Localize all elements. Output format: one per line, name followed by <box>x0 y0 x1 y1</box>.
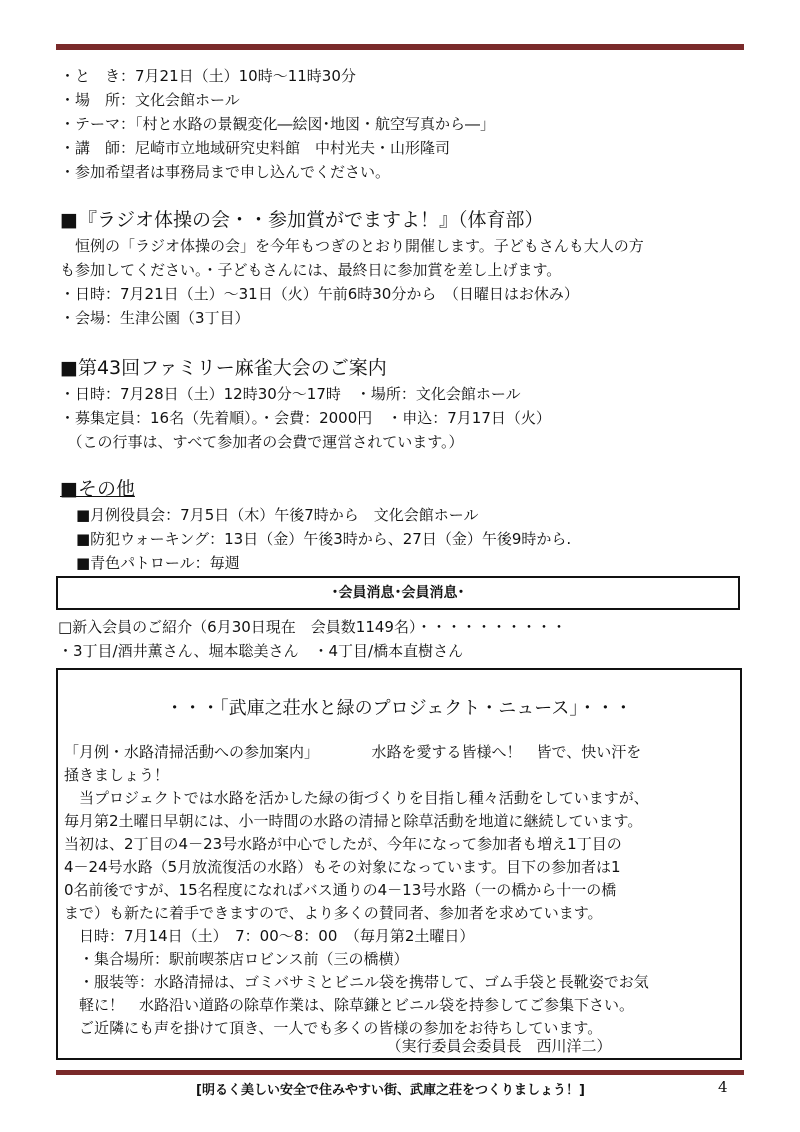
other-heading: ■その他 <box>60 478 135 500</box>
radio-line: ・会場：生津公園（3丁目） <box>60 309 250 327</box>
mahjong-line: （この行事は、すべて参加者の会費で運営されています。） <box>60 433 464 451</box>
project-news-box <box>56 668 742 1060</box>
event-lecturer: ・講 師：尼崎市立地域研究史料館 中村光夫・山形隆司 <box>60 139 451 157</box>
members-banner: ･会員消息･会員消息･ <box>56 576 740 610</box>
project-date: 日時：7月14日（土） 7：00～8：00 （毎月第2土曜日） <box>64 927 475 945</box>
other-line: ■月例役員会：7月5日（木）午後7時から 文化会館ホール <box>76 506 479 524</box>
event-apply: ・参加希望者は事務局まで申し込んでください。 <box>60 163 391 181</box>
footer-slogan: [明るく美しい安全で住みやすい街、武庫之荘をつくりましょう！] <box>196 1083 585 1098</box>
project-signature: （実行委員会委員長 西川洋二） <box>64 1037 612 1055</box>
project-dress-code: ・服装等：水路清掃は、ゴミバサミとビニル袋を携帯して、ゴム手袋と長靴姿でお気 <box>64 973 649 991</box>
page-number: 4 <box>718 1078 728 1096</box>
project-line: 「月例・水路清掃活動への参加案内」 水路を愛する皆様へ！ 皆で、快い汗を <box>64 743 642 761</box>
project-meeting-place: ・集合場所：駅前喫茶店ロビンス前（三の橋横） <box>64 950 409 968</box>
new-members-names: ・3丁目/酒井薫さん、堀本聡美さん ・4丁目/橋本直樹さん <box>58 642 464 660</box>
new-members-line: □新入会員のご紹介（6月30日現在 会員数1149名）・・・・・・・・・・ <box>58 618 567 636</box>
project-line: 当プロジェクトでは水路を活かした緑の街づくりを目指し種々活動をしていますが、 <box>64 789 649 807</box>
event-date: ・と き：7月21日（土）10時～11時30分 <box>60 67 356 85</box>
project-line: 軽に！ 水路沿い道路の除草作業は、除草鎌とビニル袋を持参してご参集下さい。 <box>64 996 635 1014</box>
project-line: 掻きましょう！ <box>64 766 170 784</box>
project-line: 毎月第2土曜日早朝には、小一時間の水路の清掃と除草活動を地道に継続しています。 <box>64 812 643 830</box>
project-line: 当初は、2丁目の4－23号水路が中心でしたが、今年になって参加者も増え1丁目の <box>64 835 622 853</box>
other-line: ■青色パトロール：毎週 <box>76 554 240 572</box>
project-line: まで）も新たに着手できますので、より多くの賛同者、参加者を求めています。 <box>64 904 603 922</box>
mahjong-line: ・日時：7月28日（土）12時30分～17時 ・場所：文化会館ホール <box>60 385 521 403</box>
bottom-rule <box>56 1070 744 1075</box>
project-news-title: ・・・「武庫之荘水と緑のプロジェクト・ニュース」・・・ <box>165 698 633 719</box>
radio-line: 恒例の「ラジオ体操の会」を今年もつぎのとおり開催します。子どもさんも大人の方 <box>60 237 644 255</box>
event-theme: ・テーマ：「村と水路の景観変化―絵図･地図・航空写真から―」 <box>60 115 496 133</box>
top-rule <box>56 44 744 50</box>
event-place: ・場 所：文化会館ホール <box>60 91 240 109</box>
mahjong-line: ・募集定員：16名（先着順）。・会費：2000円 ・申込：7月17日（火） <box>60 409 551 427</box>
mahjong-heading: ■第43回ファミリー麻雀大会のご案内 <box>60 357 387 379</box>
project-line: 0名前後ですが、15名程度になればバス通りの4－13号水路（一の橋から十一の橋 <box>64 881 617 899</box>
project-line: ご近隣にも声を掛けて頂き、一人でも多くの皆様の参加をお待ちしています。 <box>64 1019 603 1037</box>
radio-heading: ■『ラジオ体操の会・・参加賞がでますよ！』（体育部） <box>60 209 544 231</box>
radio-line: も参加してください。・子どもさんには、最終日に参加賞を差し上げます。 <box>60 261 562 279</box>
other-line: ■防犯ウォーキング：13日（金）午後3時から、27日（金）午後9時から. <box>76 530 572 548</box>
project-line: 4－24号水路（5月放流復活の水路）もその対象になっています。目下の参加者は1 <box>64 858 621 876</box>
radio-line: ・日時：7月21日（土）～31日（火）午前6時30分から （日曜日はお休み） <box>60 285 579 303</box>
